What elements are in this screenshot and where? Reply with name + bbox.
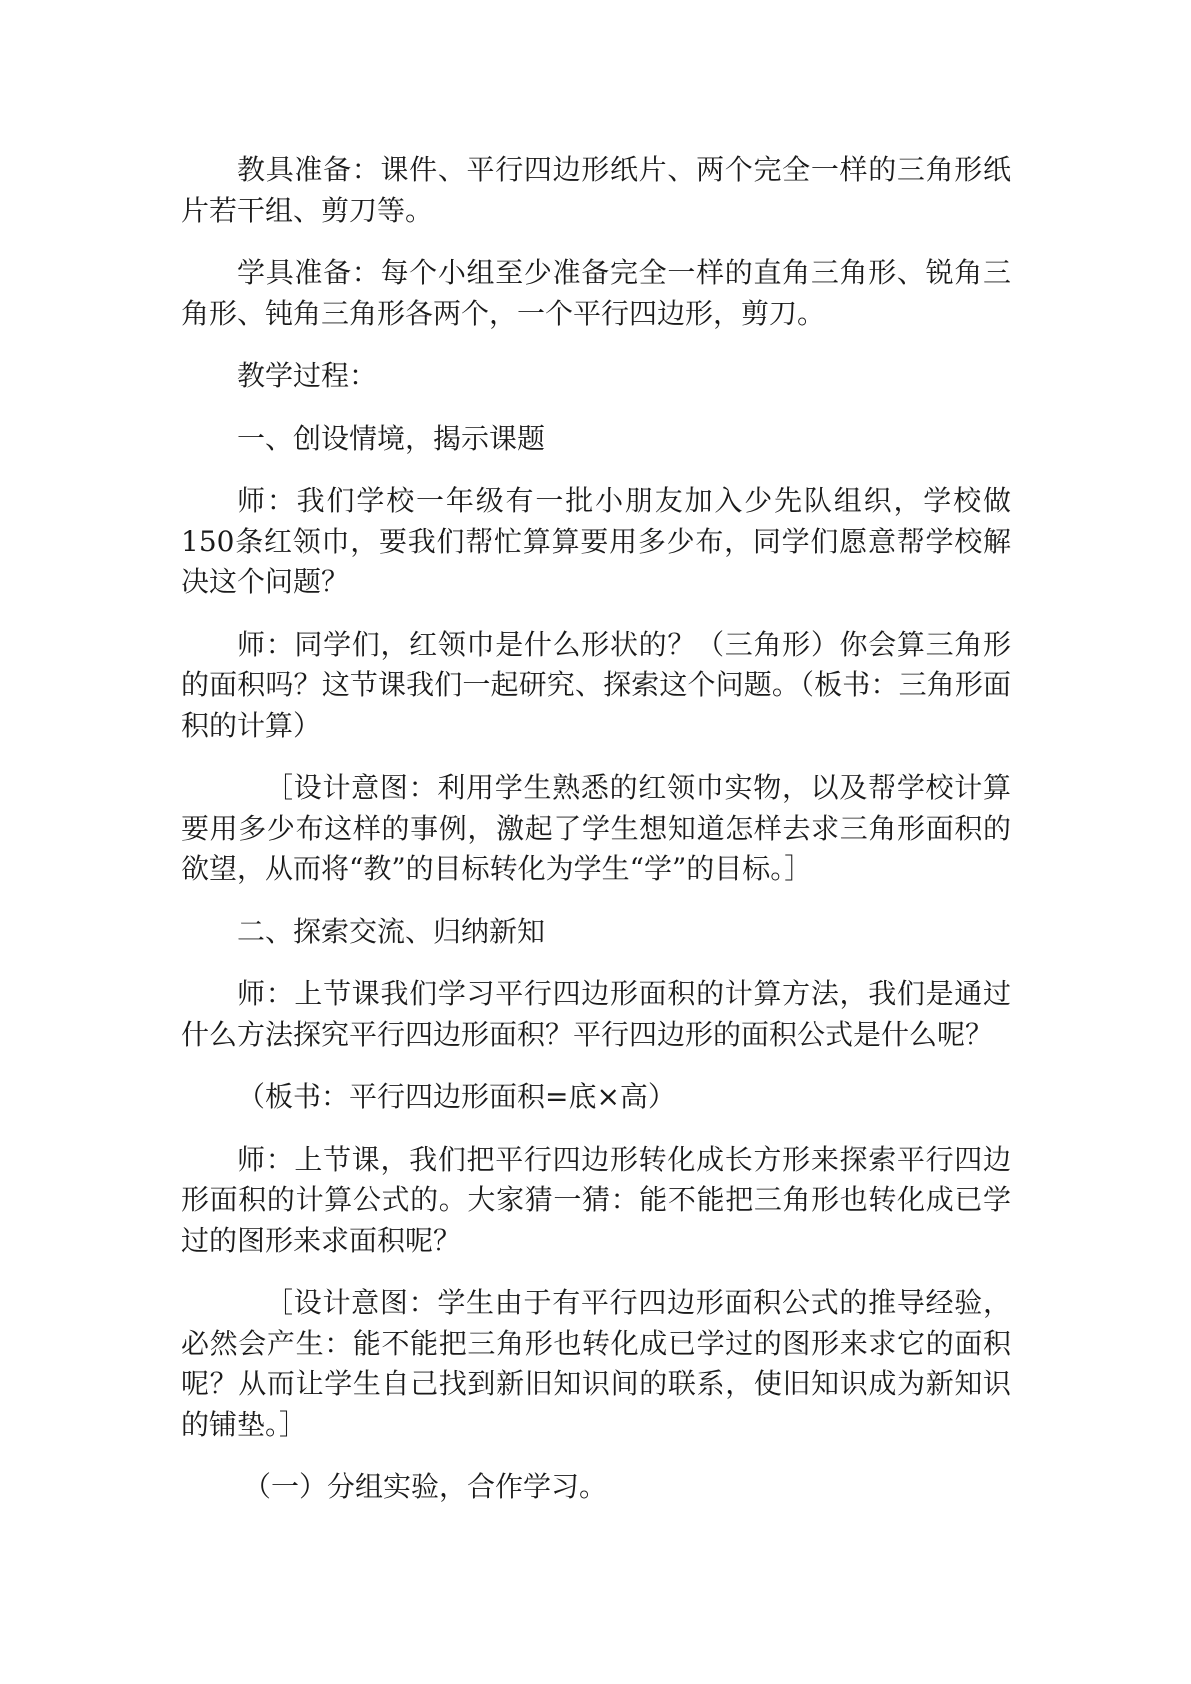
design-note-1: ［设计意图：利用学生熟悉的红领巾实物，以及帮学校计算要用多少布这样的事例，激起了学生想知道怎样去求三角形面积的欲望，从而将“教”的目标转化为学生“学”的目标。］	[181, 771, 1011, 885]
paragraph-teacher-intro: 师：我们学校一年级有一批小朋友加入少先队组织，学校做150条红领巾，要我们帮忙算算要用多少布，同学们愿意帮学校解决这个问题？	[181, 484, 1011, 598]
paragraph-teacher-guess: 师：上节课，我们把平行四边形转化成长方形来探索平行四边形面积的计算公式的。大家猜一猜：能不能把三角形也转化成已学过的图形来求面积呢？	[181, 1142, 1011, 1257]
subsection-heading-1: （一）分组实验，合作学习。	[243, 1470, 608, 1503]
section-heading-2: 二、探索交流、归纳新知	[237, 914, 546, 948]
paragraph-teacher-question: 师：同学们，红领巾是什么形状的？（三角形）你会算三角形的面积吗？这节课我们一起研究、探索这个问题。（板书：三角形面积的计算）	[181, 627, 1011, 742]
paragraph-teaching-process-heading: 教学过程：	[237, 359, 378, 392]
paragraph-teaching-aids: 教具准备：课件、平行四边形纸片、两个完全一样的三角形纸片若干组、剪刀等。	[181, 153, 1011, 227]
paragraph-teacher-review: 师：上节课我们学习平行四边形面积的计算方法，我们是通过什么方法探究平行四边形面积？平行四边形的面积公式是什么呢？	[181, 977, 1011, 1051]
paragraph-student-aids: 学具准备：每个小组至少准备完全一样的直角三角形、锐角三角形、钝角三角形各两个，一个平行四边形，剪刀。	[181, 256, 1011, 330]
document-body	[181, 150, 1011, 1530]
paragraph-board-formula: （板书：平行四边形面积=底×高）	[237, 1080, 676, 1113]
section-heading-1: 一、创设情境，揭示课题	[237, 421, 546, 455]
design-note-2: ［设计意图：学生由于有平行四边形面积公式的推导经验，必然会产生：能不能把三角形也转化成已学过的图形来求它的面积呢？从而让学生自己找到新旧知识间的联系，使旧知识成为新知识的铺垫。］	[181, 1286, 1011, 1441]
